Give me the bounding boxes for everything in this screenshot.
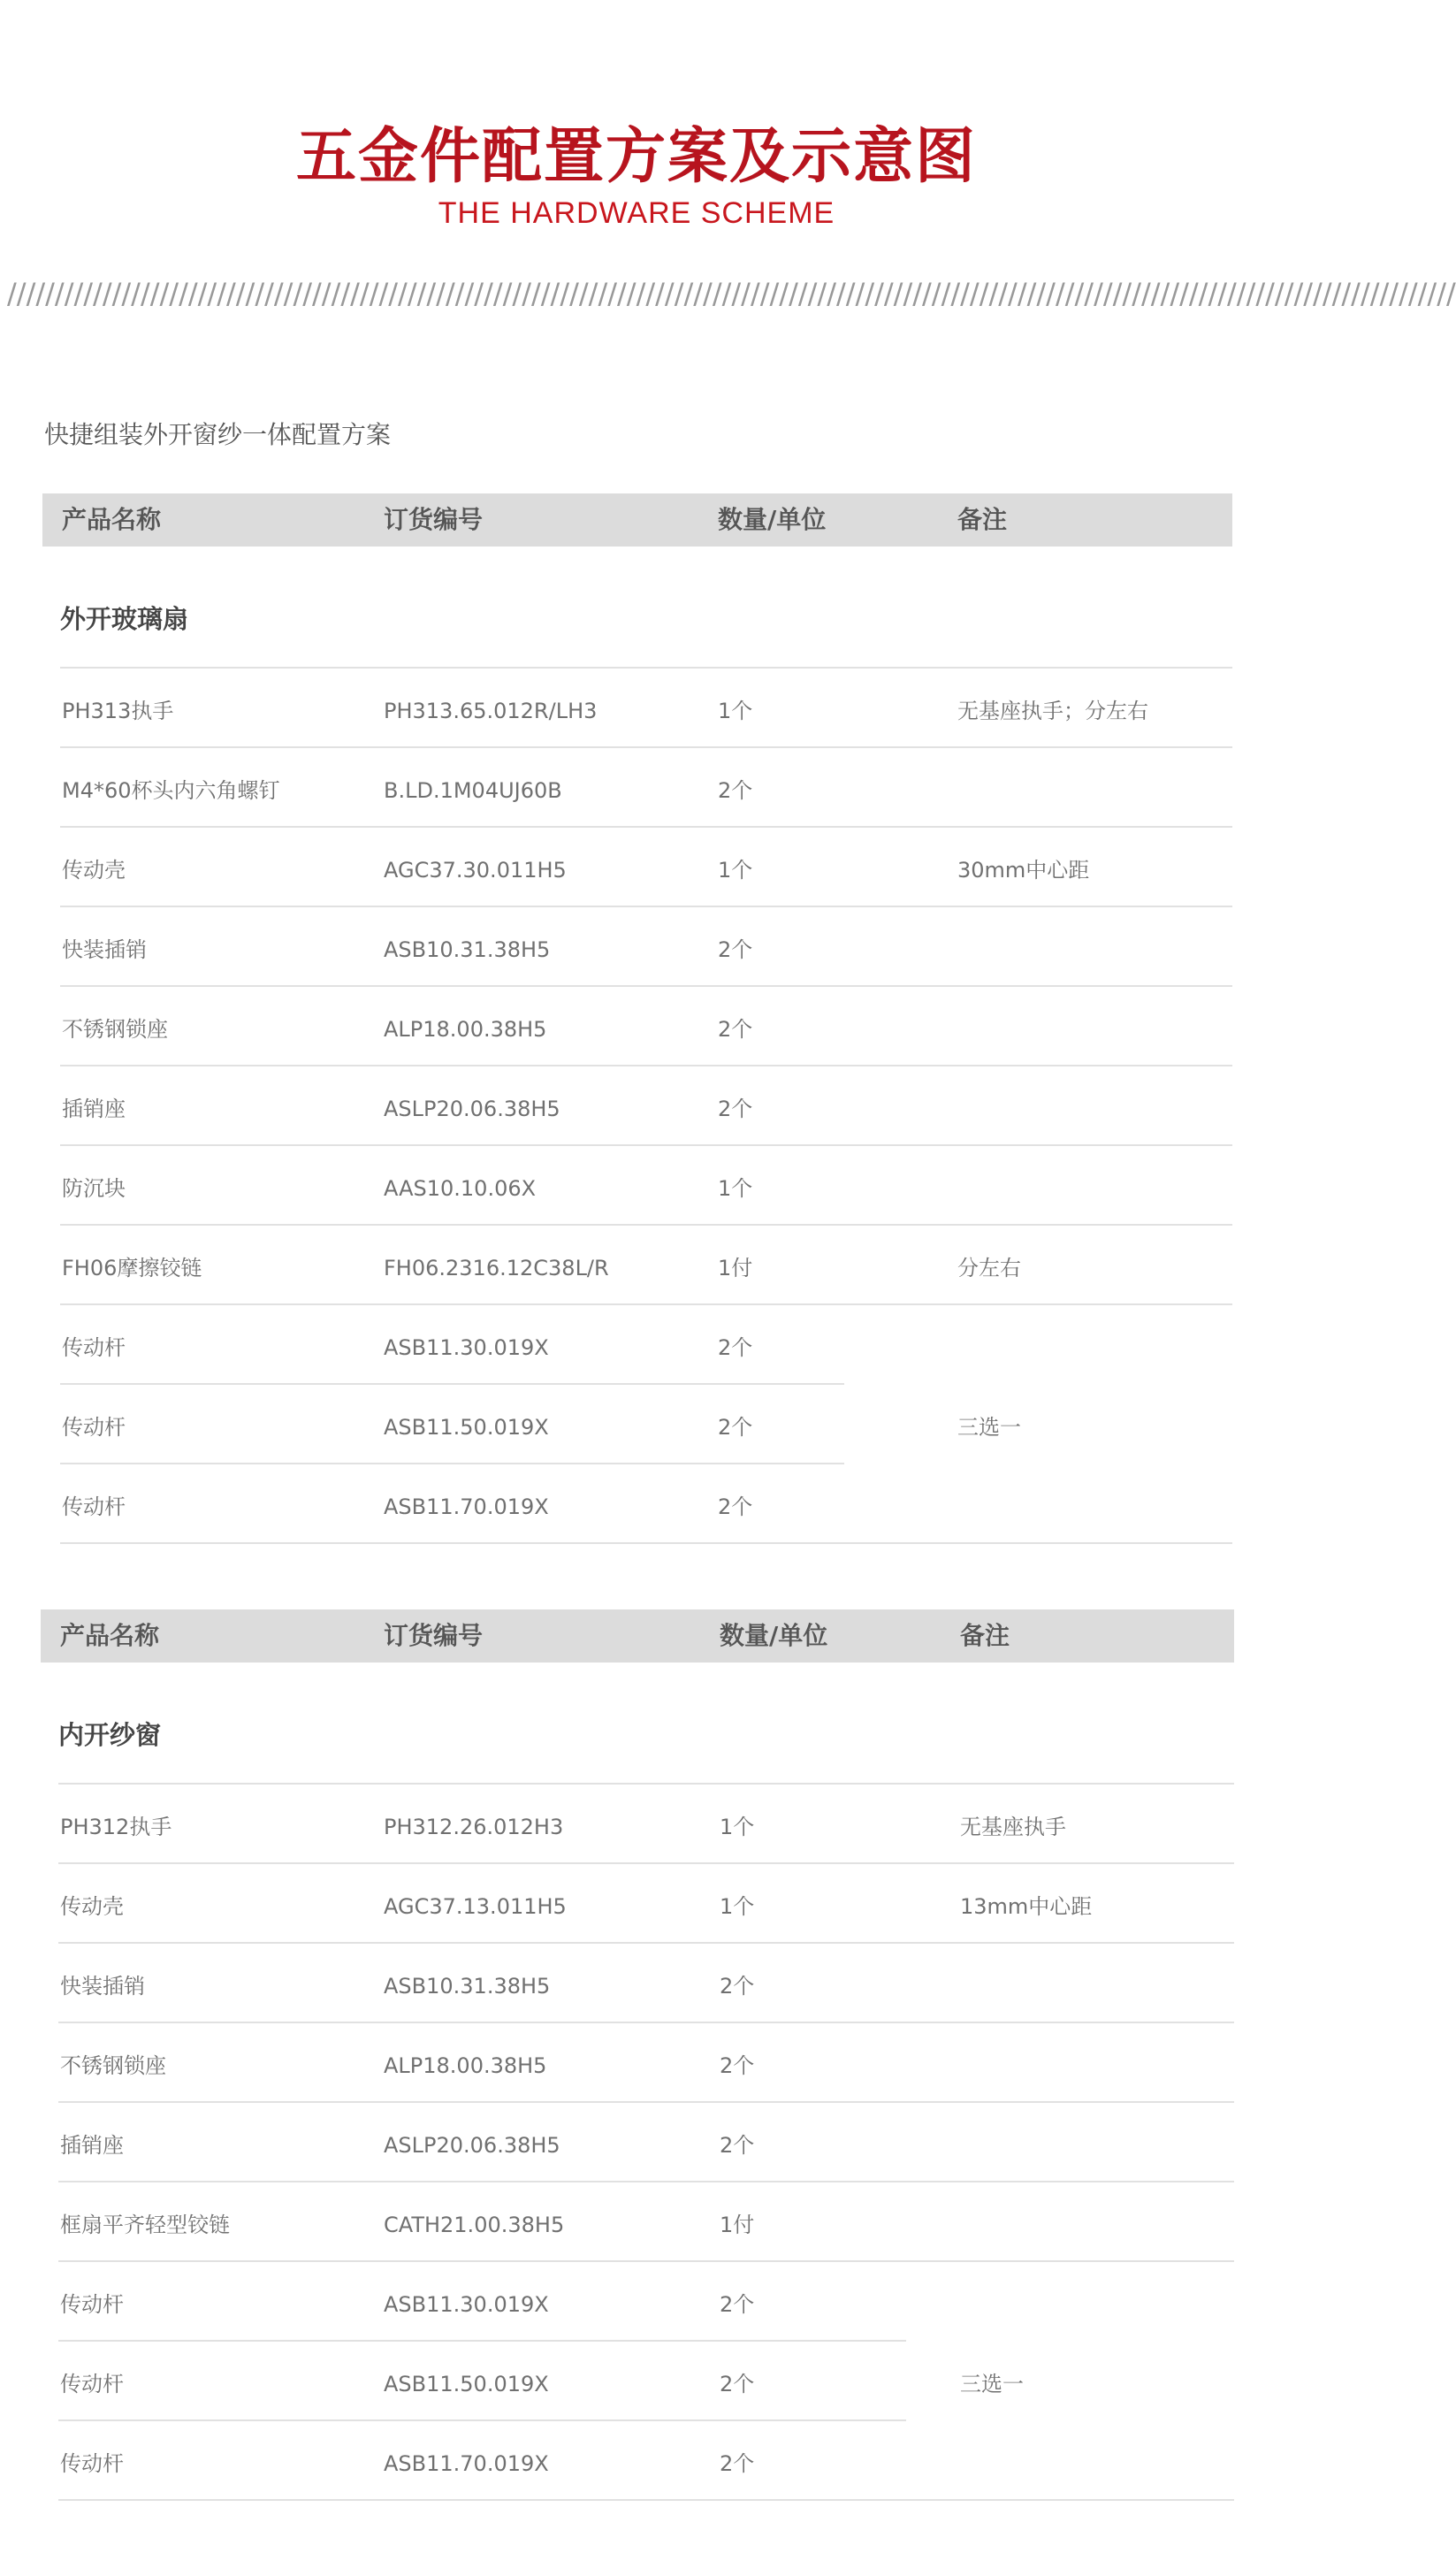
cell-name: 传动杆: [62, 1494, 126, 1519]
cell-code: CATH21.00.38H5: [384, 2213, 565, 2237]
column-header: 备注: [960, 1621, 1010, 1650]
cell-name: 插销座: [60, 2133, 124, 2158]
cell-name: 不锈钢锁座: [60, 2053, 166, 2078]
cell-name: PH313执手: [62, 699, 174, 723]
cell-qty: 1个: [718, 699, 753, 723]
column-header: 产品名称: [62, 505, 162, 534]
cell-code: ASB11.50.019X: [384, 2372, 549, 2396]
cell-name: 传动杆: [62, 1415, 126, 1440]
cell-code: ASLP20.06.38H5: [384, 2133, 560, 2158]
cell-name: M4*60杯头内六角螺钉: [62, 778, 280, 803]
cell-code: AGC37.30.011H5: [384, 858, 567, 883]
row-divider: [60, 746, 1232, 748]
cell-code: ASB11.30.019X: [384, 1335, 549, 1360]
column-header: 产品名称: [60, 1621, 160, 1650]
row-divider: [60, 1065, 1232, 1066]
cell-name: 防沉块: [62, 1176, 126, 1201]
cell-qty: 2个: [718, 1415, 753, 1440]
cell-qty: 2个: [720, 2292, 755, 2317]
row-divider: [60, 1383, 844, 1385]
row-divider: [60, 906, 1232, 907]
column-header: 数量/单位: [718, 505, 827, 534]
column-header: 订货编号: [384, 1621, 484, 1650]
column-header: 数量/单位: [720, 1621, 828, 1650]
cell-note: 30mm中心距: [957, 858, 1090, 883]
cell-qty: 2个: [718, 778, 753, 803]
row-divider: [60, 985, 1232, 987]
section-title: 外开玻璃扇: [60, 604, 189, 634]
merged-note: 三选一: [957, 1415, 1021, 1440]
cell-name: 传动杆: [60, 2292, 124, 2317]
row-divider: [58, 2499, 1234, 2501]
page-subtitle: THE HARDWARE SCHEME: [438, 196, 835, 230]
cell-name: FH06摩擦铰链: [62, 1256, 202, 1280]
cell-name: 传动杆: [62, 1335, 126, 1360]
cell-name: 传动壳: [60, 1894, 124, 1919]
cell-qty: 1个: [720, 1894, 755, 1919]
cell-code: AAS10.10.06X: [384, 1176, 537, 1201]
cell-name: 插销座: [62, 1097, 126, 1121]
cell-name: 传动壳: [62, 858, 126, 883]
cell-qty: 2个: [720, 2372, 755, 2396]
cell-code: ASB10.31.38H5: [384, 937, 551, 962]
cell-code: ASLP20.06.38H5: [384, 1097, 560, 1121]
row-divider: [58, 2181, 1234, 2182]
column-header: 订货编号: [384, 505, 484, 534]
row-divider: [60, 1542, 1232, 1544]
cell-code: ALP18.00.38H5: [384, 1017, 547, 1042]
cell-name: 传动杆: [60, 2372, 124, 2396]
row-divider: [60, 1463, 844, 1464]
cell-qty: 1个: [718, 1176, 753, 1201]
cell-note: 无基座执手: [960, 1815, 1066, 1839]
cell-note: 分左右: [957, 1256, 1021, 1280]
cell-code: B.LD.1M04UJ60B: [384, 778, 562, 803]
cell-code: AGC37.13.011H5: [384, 1894, 567, 1919]
cell-qty: 1个: [720, 1815, 755, 1839]
row-divider: [58, 2419, 906, 2421]
cell-name: 快装插销: [60, 1974, 145, 1999]
cell-note: 无基座执手；分左右: [957, 699, 1148, 723]
table-header: [41, 1609, 1234, 1663]
row-divider: [58, 2022, 1234, 2023]
row-divider: [58, 2101, 1234, 2103]
cell-name: PH312执手: [60, 1815, 172, 1839]
cell-qty: 2个: [720, 2133, 755, 2158]
cell-code: ALP18.00.38H5: [384, 2053, 547, 2078]
section-title: 内开纱窗: [58, 1720, 162, 1750]
cell-code: ASB11.50.019X: [384, 1415, 549, 1440]
row-divider: [58, 1942, 1234, 1944]
cell-name: 快装插销: [62, 937, 147, 962]
cell-qty: 1个: [718, 858, 753, 883]
cell-name: 不锈钢锁座: [62, 1017, 168, 1042]
row-divider: [60, 1303, 1232, 1305]
cell-qty: 2个: [718, 937, 753, 962]
row-divider: [58, 2260, 1234, 2262]
row-divider: [60, 826, 1232, 828]
cell-qty: 2个: [720, 1974, 755, 1999]
row-divider: [58, 1783, 1234, 1785]
cell-name: 框扇平齐轻型铰链: [60, 2213, 230, 2237]
merged-note: 三选一: [960, 2372, 1024, 2396]
row-divider: [60, 1224, 1232, 1226]
table-header: [42, 493, 1232, 547]
column-header: 备注: [957, 505, 1008, 534]
cell-qty: 2个: [718, 1097, 753, 1121]
row-divider: [60, 667, 1232, 669]
cell-qty: 2个: [718, 1494, 753, 1519]
cell-code: PH312.26.012H3: [384, 1815, 564, 1839]
cell-note: 13mm中心距: [960, 1894, 1093, 1919]
cell-qty: 2个: [718, 1335, 753, 1360]
cell-code: ASB11.70.019X: [384, 1494, 549, 1519]
slash-divider: ////////////////////////////////////////////////////////////////////////////////////////////////////////////////////////////////////////////////////////: [7, 277, 1456, 310]
page-title: 五金件配置方案及示意图: [295, 122, 977, 192]
row-divider: [60, 1144, 1232, 1146]
cell-code: ASB11.30.019X: [384, 2292, 549, 2317]
scheme-title: 快捷组装外开窗纱一体配置方案: [44, 420, 392, 449]
row-divider: [58, 2340, 906, 2342]
cell-code: FH06.2316.12C38L/R: [384, 1256, 609, 1280]
cell-code: ASB11.70.019X: [384, 2451, 549, 2476]
cell-code: PH313.65.012R/LH3: [384, 699, 598, 723]
cell-qty: 2个: [718, 1017, 753, 1042]
row-divider: [58, 1862, 1234, 1864]
cell-name: 传动杆: [60, 2451, 124, 2476]
cell-qty: 2个: [720, 2053, 755, 2078]
cell-code: ASB10.31.38H5: [384, 1974, 551, 1999]
cell-qty: 1付: [718, 1256, 753, 1280]
cell-qty: 1付: [720, 2213, 755, 2237]
cell-qty: 2个: [720, 2451, 755, 2476]
